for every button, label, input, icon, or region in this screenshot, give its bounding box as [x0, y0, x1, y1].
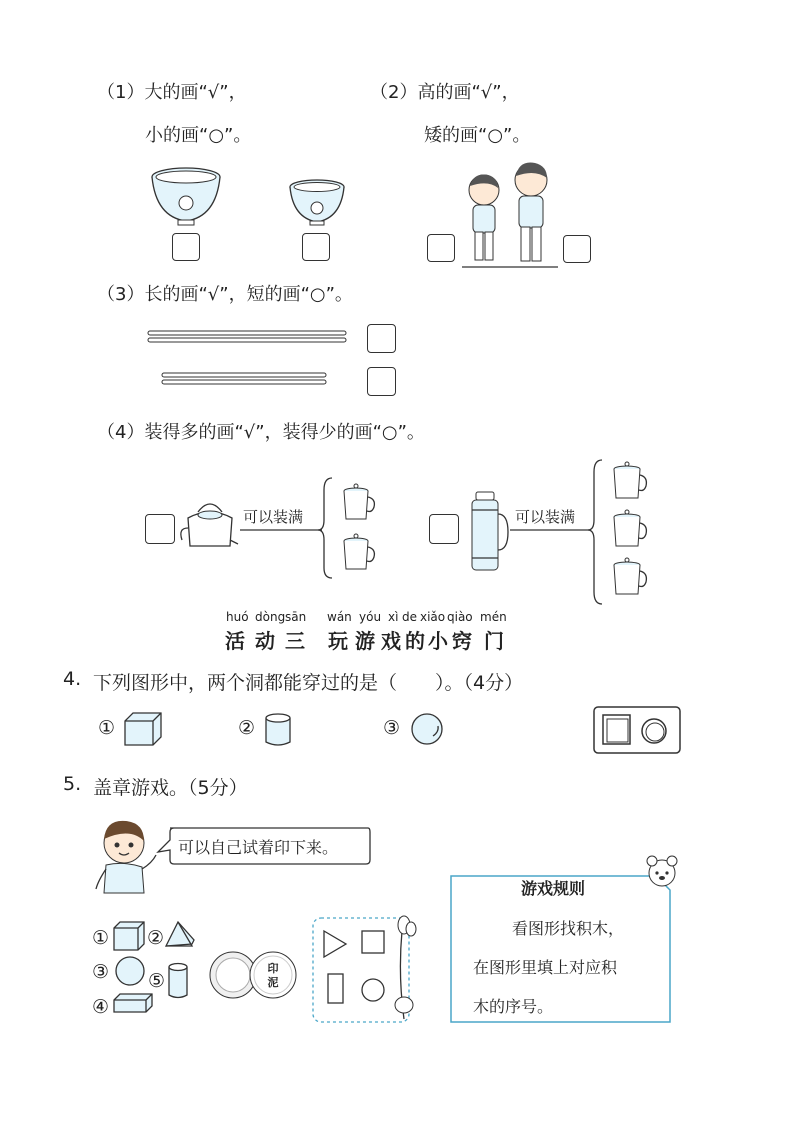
activity-title-char: 三 — [285, 629, 307, 653]
rules-line: 看图形找积木， — [512, 919, 625, 938]
cup-image — [610, 462, 650, 504]
shape-label-3: ③ — [92, 961, 110, 983]
circle-imprint[interactable] — [360, 977, 386, 1003]
q3-p2-line2: 矮的画“○”。 — [424, 125, 531, 146]
triangle-imprint[interactable] — [322, 929, 348, 959]
pinyin: xiǎo — [420, 610, 446, 624]
q4-option-3-label[interactable]: ③ — [383, 717, 401, 739]
cylinder-block-icon — [167, 962, 191, 1000]
answer-box-small-bowl[interactable] — [302, 233, 330, 261]
pinyin: yóu — [359, 610, 382, 624]
shape-label-5: ⑤ — [148, 970, 166, 992]
answer-box-long-chopsticks[interactable] — [367, 324, 396, 353]
thermos-image — [468, 492, 510, 572]
square-imprint[interactable] — [361, 930, 385, 954]
cup-image — [340, 485, 378, 525]
flower-decoration — [392, 915, 422, 1025]
rules-line: 在图形里填上对应积 — [473, 958, 618, 977]
q3-p3-text: （3）长的画“√”，短的画“○”。 — [97, 284, 353, 305]
shape-label-1: ① — [92, 927, 110, 949]
rectangle-imprint[interactable] — [327, 973, 345, 1005]
cup-image — [610, 558, 650, 600]
kettle-image — [180, 500, 240, 554]
triangular-prism-icon — [164, 918, 196, 950]
pinyin: mén — [480, 610, 507, 624]
q5-number: 5. — [63, 773, 82, 795]
kettle-connector — [240, 470, 340, 582]
activity-title-char: 门 — [484, 629, 506, 653]
q4-text: 下列图形中，两个洞都能穿过的是（ ）。（4分） — [93, 672, 524, 694]
q3-p2-line1: （2）高的画“√”， — [370, 82, 520, 103]
answer-box-tall-boy[interactable] — [563, 235, 591, 263]
activity-title-char: 动 — [255, 629, 277, 653]
cup-image — [340, 535, 378, 575]
shape-label-2: ② — [147, 927, 165, 949]
long-chopsticks-image — [148, 330, 348, 344]
answer-box-short-chopsticks[interactable] — [367, 367, 396, 396]
cylinder-icon — [264, 713, 294, 747]
activity-title-char: 游 — [355, 629, 377, 653]
activity-title-char: 玩 — [328, 629, 350, 653]
q4-option-2-label[interactable]: ② — [238, 717, 256, 739]
fill-label-thermos: 可以装满 — [515, 508, 576, 526]
tall-boy-image — [510, 160, 552, 268]
answer-box-short-boy[interactable] — [427, 234, 455, 262]
q3-p4-text: （4）装得多的画“√”，装得少的画“○”。 — [97, 422, 425, 443]
activity-title-char: 活 — [225, 629, 247, 653]
pinyin: qiào — [447, 610, 473, 624]
cube-icon — [121, 711, 163, 747]
ball-icon — [115, 956, 147, 988]
ink-pad-label: 印泥 — [267, 962, 279, 989]
pinyin: de — [402, 610, 417, 624]
rules-line: 木的序号。 — [473, 997, 554, 1016]
bear-mascot-icon — [640, 853, 686, 893]
big-bowl-image — [150, 165, 222, 227]
cup-image — [610, 510, 650, 552]
q5-text: 盖章游戏。（5分） — [93, 777, 248, 799]
pinyin: wán — [327, 610, 352, 624]
activity-title-char: 小 — [428, 629, 450, 653]
answer-box-kettle[interactable] — [145, 514, 175, 544]
pinyin: sān — [285, 610, 307, 624]
thermos-connector — [510, 458, 608, 606]
activity-title-char: 戏 — [381, 629, 403, 653]
shape-label-4: ④ — [92, 996, 110, 1018]
activity-title-char: 窍 — [452, 629, 474, 653]
small-bowl-image — [288, 178, 346, 228]
board-with-two-holes-image — [593, 706, 683, 754]
sphere-icon — [411, 712, 445, 746]
cube-block-icon — [112, 920, 146, 952]
pinyin: dòng — [255, 610, 286, 624]
rules-title: 游戏规则 — [521, 879, 586, 898]
ground-line — [462, 266, 558, 268]
q3-p1-line2: 小的画“○”。 — [145, 125, 252, 146]
q4-option-1-label[interactable]: ① — [98, 717, 116, 739]
pinyin: huó — [226, 610, 249, 624]
answer-box-thermos[interactable] — [429, 514, 459, 544]
speech-text: 可以自己试着印下来。 — [178, 838, 339, 857]
activity-title-char: 的 — [405, 629, 427, 653]
pinyin: xì — [388, 610, 399, 624]
cuboid-block-icon — [112, 992, 154, 1014]
q3-p1-line1: （1）大的画“√”， — [97, 82, 247, 103]
q4-number: 4. — [63, 668, 82, 690]
fill-label-kettle: 可以装满 — [243, 508, 304, 526]
answer-box-big-bowl[interactable] — [172, 233, 200, 261]
short-chopsticks-image — [162, 372, 328, 386]
short-boy-image — [464, 172, 504, 267]
